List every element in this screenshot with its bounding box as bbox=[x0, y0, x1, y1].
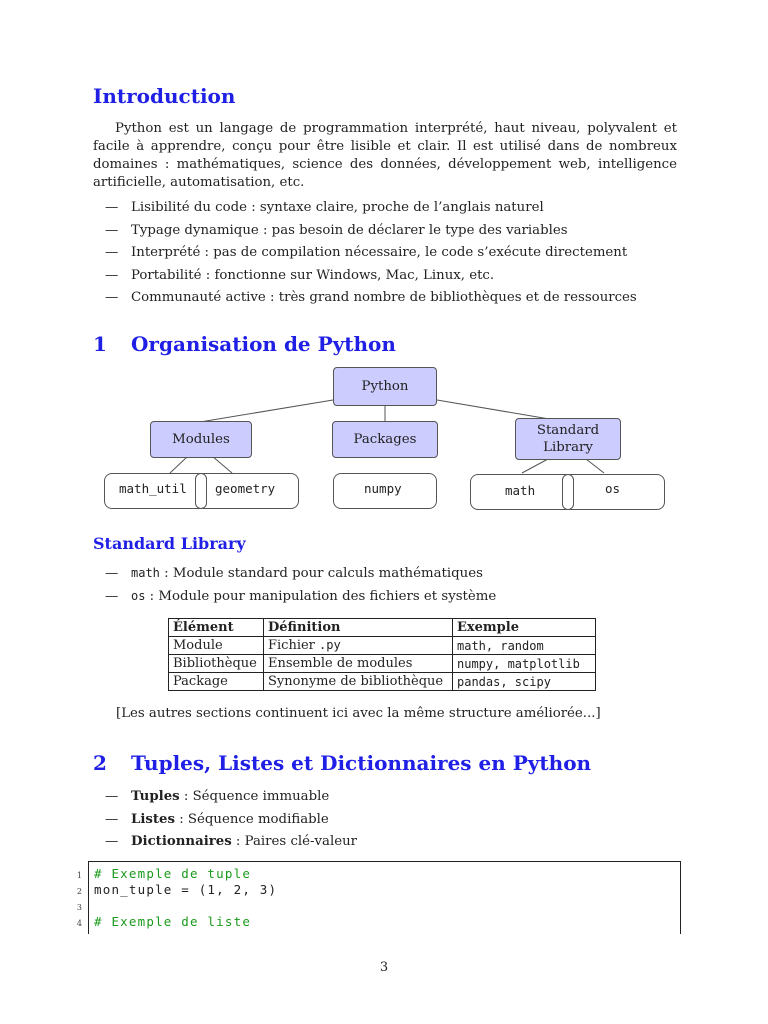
leaf-geometry: geometry bbox=[215, 481, 276, 496]
code-line: mon_tuple = (1, 2, 3) bbox=[94, 882, 278, 897]
table-row bbox=[169, 655, 596, 673]
python-node: Python bbox=[333, 367, 437, 406]
table-cell: Synonyme de bibliothèque bbox=[264, 673, 453, 691]
leaf-math-util: math_util bbox=[119, 481, 187, 496]
leaf-numpy: numpy bbox=[364, 481, 402, 496]
column-header: Exemple bbox=[453, 619, 596, 637]
table-cell: numpy, matplotlib bbox=[453, 655, 596, 673]
list-item: — math : Module standard pour calculs mathématiques bbox=[105, 566, 483, 581]
code-line-number: 1 bbox=[76, 871, 82, 880]
table-header-row bbox=[169, 619, 596, 637]
leaf-separator bbox=[562, 474, 574, 510]
list-item: — os : Module pour manipulation des fichiers et système bbox=[105, 588, 497, 604]
list-item: — Typage dynamique : pas besoin de déclarer le type des variables bbox=[105, 222, 568, 238]
continuation-note: [Les autres sections continuent ici avec la même structure améliorée...] bbox=[116, 706, 601, 721]
leaf-math: math bbox=[505, 483, 536, 498]
intro-paragraph: Python est un langage de programmation interprété, haut niveau, polyvalent et facile à apprendre, conçu pour être lisible et clair. Il est utilisé dans de nombreux domaines : mathématiques, science des données, développement web, intelligence artificielle, automatisation, etc. bbox=[93, 121, 677, 190]
definitions-table bbox=[168, 618, 596, 691]
python-organisation-diagram bbox=[0, 360, 768, 520]
column-header: Élément bbox=[169, 619, 264, 637]
code-line: # Exemple de tuple bbox=[94, 866, 252, 881]
leaf-separator bbox=[195, 473, 207, 509]
list-item: — Interprété : pas de compilation nécessaire, le code s’exécute directement bbox=[105, 245, 628, 260]
modules-node: Modules bbox=[150, 421, 252, 458]
section-1-heading: 1 Organisation de Python bbox=[93, 332, 396, 356]
standard-library-list bbox=[105, 563, 496, 608]
table-cell: math, random bbox=[453, 637, 596, 655]
code-listing bbox=[88, 861, 681, 934]
code-line-number: 4 bbox=[76, 919, 82, 928]
standard-library-heading: Standard Library bbox=[93, 534, 246, 553]
page-number: 3 bbox=[379, 960, 389, 975]
list-item: — Lisibilité du code : syntaxe claire, proche de l’anglais naturel bbox=[105, 200, 544, 215]
packages-node: Packages bbox=[332, 421, 438, 458]
table-cell: Fichier .py bbox=[264, 637, 453, 655]
standard-library-node: Standard Library bbox=[515, 418, 621, 460]
list-item: — Portabilité : fonctionne sur Windows, Mac, Linux, etc. bbox=[105, 267, 495, 283]
table-row bbox=[169, 673, 596, 691]
column-header: Définition bbox=[264, 619, 453, 637]
intro-bullet-list bbox=[105, 198, 637, 311]
list-item: — Dictionnaires : Paires clé-valeur bbox=[105, 834, 357, 849]
table-cell: Bibliothèque bbox=[169, 655, 264, 673]
list-item: — Listes : Séquence modifiable bbox=[105, 811, 329, 827]
code-line-number: 3 bbox=[76, 903, 82, 912]
table-cell: Package bbox=[169, 673, 264, 691]
code-line-number: 2 bbox=[76, 887, 82, 896]
code-line: # Exemple de liste bbox=[94, 914, 252, 929]
section-2-heading: 2 Tuples, Listes et Dictionnaires en Python bbox=[93, 751, 592, 775]
list-item: — Tuples : Séquence immuable bbox=[105, 789, 330, 804]
table-row bbox=[169, 637, 596, 655]
table-cell: Module bbox=[169, 637, 264, 655]
leaf-os: os bbox=[605, 481, 621, 496]
table-cell: Ensemble de modules bbox=[264, 655, 453, 673]
list-item: — Communauté active : très grand nombre de bibliothèques et de ressources bbox=[105, 290, 637, 305]
data-structures-list bbox=[105, 787, 357, 855]
table-cell: pandas, scipy bbox=[453, 673, 596, 691]
intro-heading: Introduction bbox=[93, 84, 236, 108]
